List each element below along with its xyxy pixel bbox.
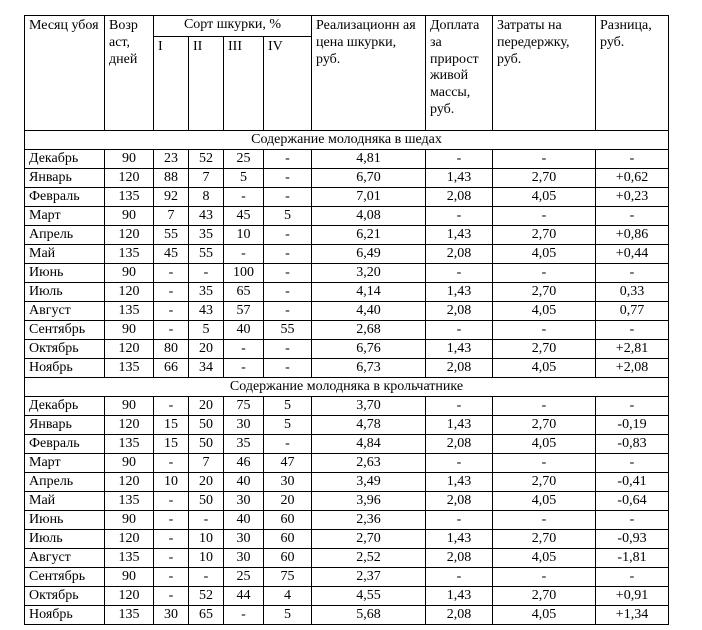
- table-cell: -: [426, 397, 493, 416]
- table-cell: -: [493, 511, 596, 530]
- table-cell: 2,70: [493, 416, 596, 435]
- table-cell: -: [493, 321, 596, 340]
- month-cell: Ноябрь: [25, 359, 105, 378]
- table-row: [25, 587, 669, 606]
- month-cell: Ноябрь: [25, 606, 105, 625]
- table-cell: -: [154, 321, 189, 340]
- table-cell: 5: [224, 169, 264, 188]
- table-row: [25, 359, 669, 378]
- table-cell: 2,70: [493, 283, 596, 302]
- table-cell: +2,81: [596, 340, 669, 359]
- table-cell: 5: [264, 207, 312, 226]
- table-cell: 1,43: [426, 340, 493, 359]
- table-cell: -: [426, 321, 493, 340]
- table-cell: 66: [154, 359, 189, 378]
- table-cell: 10: [154, 473, 189, 492]
- table-cell: -: [493, 454, 596, 473]
- table-cell: 50: [189, 492, 224, 511]
- table-cell: 100: [224, 264, 264, 283]
- table-cell: -: [154, 568, 189, 587]
- table-cell: 2,70: [312, 530, 426, 549]
- table-row: [25, 150, 669, 169]
- table-cell: 10: [189, 549, 224, 568]
- table-cell: 15: [154, 416, 189, 435]
- table-cell: 6,70: [312, 169, 426, 188]
- table-cell: 7: [189, 169, 224, 188]
- table-cell: 88: [154, 169, 189, 188]
- header-grade-4: IV: [264, 36, 312, 130]
- table-cell: -: [264, 150, 312, 169]
- table-cell: 1,43: [426, 283, 493, 302]
- table-row: [25, 321, 669, 340]
- table-cell: 15: [154, 435, 189, 454]
- table-cell: -0,41: [596, 473, 669, 492]
- table-cell: 4,05: [493, 245, 596, 264]
- table-cell: 90: [105, 454, 154, 473]
- table-cell: 4,78: [312, 416, 426, 435]
- table-cell: 2,70: [493, 226, 596, 245]
- table-row: [25, 606, 669, 625]
- table-cell: -: [189, 568, 224, 587]
- table-cell: 2,08: [426, 492, 493, 511]
- table-cell: 45: [224, 207, 264, 226]
- table-cell: 4,05: [493, 549, 596, 568]
- table-cell: -: [264, 169, 312, 188]
- month-cell: Август: [25, 302, 105, 321]
- month-cell: Октябрь: [25, 587, 105, 606]
- table-cell: -: [493, 397, 596, 416]
- table-cell: 2,08: [426, 302, 493, 321]
- table-cell: -: [154, 302, 189, 321]
- table-cell: 7: [189, 454, 224, 473]
- month-cell: Июль: [25, 530, 105, 549]
- table-cell: -: [224, 245, 264, 264]
- section-row: [25, 378, 669, 397]
- table-cell: 35: [189, 226, 224, 245]
- month-cell: Январь: [25, 416, 105, 435]
- header-grade-3: III: [224, 36, 264, 130]
- table-cell: 40: [224, 511, 264, 530]
- table-cell: 75: [224, 397, 264, 416]
- table-cell: 50: [189, 416, 224, 435]
- table-cell: 2,70: [493, 169, 596, 188]
- table-cell: 4,84: [312, 435, 426, 454]
- table-cell: 6,49: [312, 245, 426, 264]
- slaughter-table: [24, 15, 669, 625]
- table-row: [25, 302, 669, 321]
- table-cell: 135: [105, 549, 154, 568]
- table-cell: -: [493, 150, 596, 169]
- table-cell: 1,43: [426, 587, 493, 606]
- table-cell: 135: [105, 188, 154, 207]
- table-cell: 120: [105, 587, 154, 606]
- table-row: [25, 188, 669, 207]
- table-cell: -: [264, 188, 312, 207]
- header-price: Реализационн ая цена шкурки, руб.: [312, 16, 426, 131]
- table-cell: 30: [224, 549, 264, 568]
- table-cell: 60: [264, 511, 312, 530]
- month-cell: Май: [25, 245, 105, 264]
- table-cell: -: [154, 530, 189, 549]
- table-row: [25, 568, 669, 587]
- table-cell: 90: [105, 264, 154, 283]
- table-row: [25, 530, 669, 549]
- table-cell: -: [264, 302, 312, 321]
- table-cell: 2,08: [426, 435, 493, 454]
- table-cell: -: [493, 207, 596, 226]
- table-row: [25, 511, 669, 530]
- table-cell: 2,68: [312, 321, 426, 340]
- table-cell: 4,05: [493, 606, 596, 625]
- table-cell: -: [493, 264, 596, 283]
- section-title: Содержание молодняка в шедах: [25, 131, 669, 150]
- table-cell: -: [596, 321, 669, 340]
- table-cell: -: [264, 283, 312, 302]
- table-cell: 50: [189, 435, 224, 454]
- table-cell: 4,81: [312, 150, 426, 169]
- table-cell: 2,70: [493, 473, 596, 492]
- table-cell: -: [596, 568, 669, 587]
- table-cell: 3,49: [312, 473, 426, 492]
- table-row: [25, 473, 669, 492]
- table-cell: 135: [105, 435, 154, 454]
- table-cell: 90: [105, 207, 154, 226]
- table-row: [25, 397, 669, 416]
- table-cell: -: [224, 340, 264, 359]
- table-row: [25, 454, 669, 473]
- table-row: [25, 435, 669, 454]
- table-cell: -0,19: [596, 416, 669, 435]
- header-month: Месяц убоя: [25, 16, 105, 131]
- table-cell: +2,08: [596, 359, 669, 378]
- table-cell: -: [154, 283, 189, 302]
- month-cell: Октябрь: [25, 340, 105, 359]
- table-cell: 43: [189, 302, 224, 321]
- table-cell: -0,83: [596, 435, 669, 454]
- table-cell: 80: [154, 340, 189, 359]
- table-cell: 55: [264, 321, 312, 340]
- table-cell: 5: [264, 416, 312, 435]
- month-cell: Июнь: [25, 511, 105, 530]
- table-cell: 20: [189, 340, 224, 359]
- header-costs: Затраты на передержку, руб.: [493, 16, 596, 131]
- table-cell: 6,21: [312, 226, 426, 245]
- table-cell: -0,64: [596, 492, 669, 511]
- table-cell: 30: [154, 606, 189, 625]
- table-cell: 4: [264, 587, 312, 606]
- table-cell: -: [426, 207, 493, 226]
- table-row: [25, 207, 669, 226]
- table-cell: 1,43: [426, 226, 493, 245]
- table-cell: -1,81: [596, 549, 669, 568]
- table-cell: -: [154, 397, 189, 416]
- header-grade-2: II: [189, 36, 224, 130]
- table-cell: -: [264, 435, 312, 454]
- table-cell: 10: [224, 226, 264, 245]
- table-cell: 120: [105, 473, 154, 492]
- table-cell: 4,08: [312, 207, 426, 226]
- table-row: [25, 340, 669, 359]
- table-cell: 30: [224, 530, 264, 549]
- table-cell: 20: [189, 397, 224, 416]
- table-cell: 34: [189, 359, 224, 378]
- month-cell: Февраль: [25, 435, 105, 454]
- table-cell: 4,40: [312, 302, 426, 321]
- table-cell: 120: [105, 530, 154, 549]
- table-cell: 65: [224, 283, 264, 302]
- table-cell: 55: [189, 245, 224, 264]
- table-cell: 2,08: [426, 606, 493, 625]
- table-cell: 45: [154, 245, 189, 264]
- table-cell: 2,52: [312, 549, 426, 568]
- table-cell: 40: [224, 321, 264, 340]
- table-cell: 120: [105, 416, 154, 435]
- table-row: [25, 264, 669, 283]
- table-cell: 2,70: [493, 530, 596, 549]
- table-cell: 2,63: [312, 454, 426, 473]
- table-cell: -: [154, 587, 189, 606]
- table-cell: -: [596, 454, 669, 473]
- table-cell: 135: [105, 245, 154, 264]
- table-cell: 4,05: [493, 492, 596, 511]
- table-cell: 0,77: [596, 302, 669, 321]
- header-surcharge: Доплата за прирост живой массы, руб.: [426, 16, 493, 131]
- table-cell: 46: [224, 454, 264, 473]
- table-cell: -: [154, 492, 189, 511]
- table-cell: 25: [224, 150, 264, 169]
- table-cell: 44: [224, 587, 264, 606]
- table-cell: 1,43: [426, 473, 493, 492]
- table-cell: -0,93: [596, 530, 669, 549]
- table-cell: 7: [154, 207, 189, 226]
- table-cell: 4,05: [493, 188, 596, 207]
- table-cell: 90: [105, 511, 154, 530]
- table-cell: 4,05: [493, 359, 596, 378]
- table-cell: 3,96: [312, 492, 426, 511]
- table-cell: 2,08: [426, 245, 493, 264]
- table-cell: +0,91: [596, 587, 669, 606]
- table-cell: 0,33: [596, 283, 669, 302]
- table-cell: 65: [189, 606, 224, 625]
- table-cell: 35: [224, 435, 264, 454]
- table-cell: 4,05: [493, 435, 596, 454]
- table-cell: 5: [264, 397, 312, 416]
- table-cell: 60: [264, 549, 312, 568]
- table-cell: 90: [105, 150, 154, 169]
- table-row: [25, 492, 669, 511]
- month-cell: Апрель: [25, 226, 105, 245]
- table-cell: 5: [189, 321, 224, 340]
- table-cell: 2,36: [312, 511, 426, 530]
- table-cell: +0,44: [596, 245, 669, 264]
- table-cell: -: [596, 397, 669, 416]
- table-cell: 4,55: [312, 587, 426, 606]
- table-cell: -: [264, 264, 312, 283]
- table-cell: 120: [105, 169, 154, 188]
- table-cell: 135: [105, 302, 154, 321]
- table-cell: -: [426, 454, 493, 473]
- table-cell: -: [426, 150, 493, 169]
- table-cell: 1,43: [426, 416, 493, 435]
- table-cell: -: [493, 568, 596, 587]
- table-cell: 2,70: [493, 340, 596, 359]
- table-cell: 3,70: [312, 397, 426, 416]
- header-grade-1: I: [154, 36, 189, 130]
- month-cell: Декабрь: [25, 397, 105, 416]
- month-cell: Март: [25, 454, 105, 473]
- table-cell: 2,70: [493, 587, 596, 606]
- month-cell: Апрель: [25, 473, 105, 492]
- table-cell: 52: [189, 150, 224, 169]
- table-row: [25, 169, 669, 188]
- table-cell: 55: [154, 226, 189, 245]
- month-cell: Март: [25, 207, 105, 226]
- table-cell: -: [264, 245, 312, 264]
- table-cell: -: [264, 359, 312, 378]
- month-cell: Май: [25, 492, 105, 511]
- table-cell: 2,08: [426, 188, 493, 207]
- table-cell: 90: [105, 321, 154, 340]
- table-cell: 120: [105, 340, 154, 359]
- table-cell: -: [189, 511, 224, 530]
- table-cell: 43: [189, 207, 224, 226]
- table-cell: 1,43: [426, 169, 493, 188]
- table-cell: -: [224, 359, 264, 378]
- table-cell: 1,43: [426, 530, 493, 549]
- table-cell: 20: [264, 492, 312, 511]
- table-row: [25, 226, 669, 245]
- month-cell: Сентябрь: [25, 321, 105, 340]
- table-cell: -: [189, 264, 224, 283]
- table-cell: -: [426, 568, 493, 587]
- table-cell: +1,34: [596, 606, 669, 625]
- table-cell: 25: [224, 568, 264, 587]
- table-cell: 120: [105, 283, 154, 302]
- table-cell: -: [596, 150, 669, 169]
- table-cell: -: [596, 207, 669, 226]
- table-cell: 135: [105, 492, 154, 511]
- month-cell: Сентябрь: [25, 568, 105, 587]
- month-cell: Февраль: [25, 188, 105, 207]
- header-grade-group: Сорт шкурки, %: [154, 16, 312, 37]
- table-cell: 35: [189, 283, 224, 302]
- section-title: Содержание молодняка в крольчатнике: [25, 378, 669, 397]
- table-cell: 20: [189, 473, 224, 492]
- table-cell: -: [154, 264, 189, 283]
- table-cell: 2,08: [426, 549, 493, 568]
- table-cell: -: [426, 264, 493, 283]
- document-page: [24, 15, 669, 625]
- table-cell: 30: [224, 492, 264, 511]
- table-cell: 2,37: [312, 568, 426, 587]
- month-cell: Январь: [25, 169, 105, 188]
- table-cell: -: [596, 264, 669, 283]
- table-cell: 135: [105, 359, 154, 378]
- table-cell: -: [596, 511, 669, 530]
- table-cell: +0,86: [596, 226, 669, 245]
- month-cell: Август: [25, 549, 105, 568]
- table-cell: 92: [154, 188, 189, 207]
- table-row: [25, 416, 669, 435]
- table-cell: 5,68: [312, 606, 426, 625]
- table-cell: -: [154, 511, 189, 530]
- table-cell: 90: [105, 568, 154, 587]
- table-cell: -: [264, 226, 312, 245]
- table-cell: 2,08: [426, 359, 493, 378]
- section-row: [25, 131, 669, 150]
- table-cell: 30: [264, 473, 312, 492]
- table-cell: 75: [264, 568, 312, 587]
- table-cell: 23: [154, 150, 189, 169]
- table-cell: 8: [189, 188, 224, 207]
- table-cell: -: [224, 188, 264, 207]
- table-cell: -: [154, 454, 189, 473]
- table-cell: 40: [224, 473, 264, 492]
- month-cell: Июль: [25, 283, 105, 302]
- table-cell: -: [154, 549, 189, 568]
- table-cell: 10: [189, 530, 224, 549]
- table-cell: -: [224, 606, 264, 625]
- table-cell: 120: [105, 226, 154, 245]
- table-cell: -: [264, 340, 312, 359]
- table-cell: 7,01: [312, 188, 426, 207]
- table-cell: 3,20: [312, 264, 426, 283]
- table-cell: 4,14: [312, 283, 426, 302]
- table-cell: 47: [264, 454, 312, 473]
- table-cell: 52: [189, 587, 224, 606]
- month-cell: Июнь: [25, 264, 105, 283]
- table-cell: 57: [224, 302, 264, 321]
- table-cell: 60: [264, 530, 312, 549]
- header-row: [25, 16, 669, 37]
- table-row: [25, 245, 669, 264]
- table-cell: +0,62: [596, 169, 669, 188]
- table-row: [25, 283, 669, 302]
- table-cell: +0,23: [596, 188, 669, 207]
- table-cell: 30: [224, 416, 264, 435]
- table-cell: 6,73: [312, 359, 426, 378]
- header-diff: Разница, руб.: [596, 16, 669, 131]
- table-cell: 135: [105, 606, 154, 625]
- table-cell: 6,76: [312, 340, 426, 359]
- table-cell: 5: [264, 606, 312, 625]
- month-cell: Декабрь: [25, 150, 105, 169]
- header-age: Возр аст, дней: [105, 16, 154, 131]
- table-cell: 4,05: [493, 302, 596, 321]
- table-cell: 90: [105, 397, 154, 416]
- table-row: [25, 549, 669, 568]
- table-cell: -: [426, 511, 493, 530]
